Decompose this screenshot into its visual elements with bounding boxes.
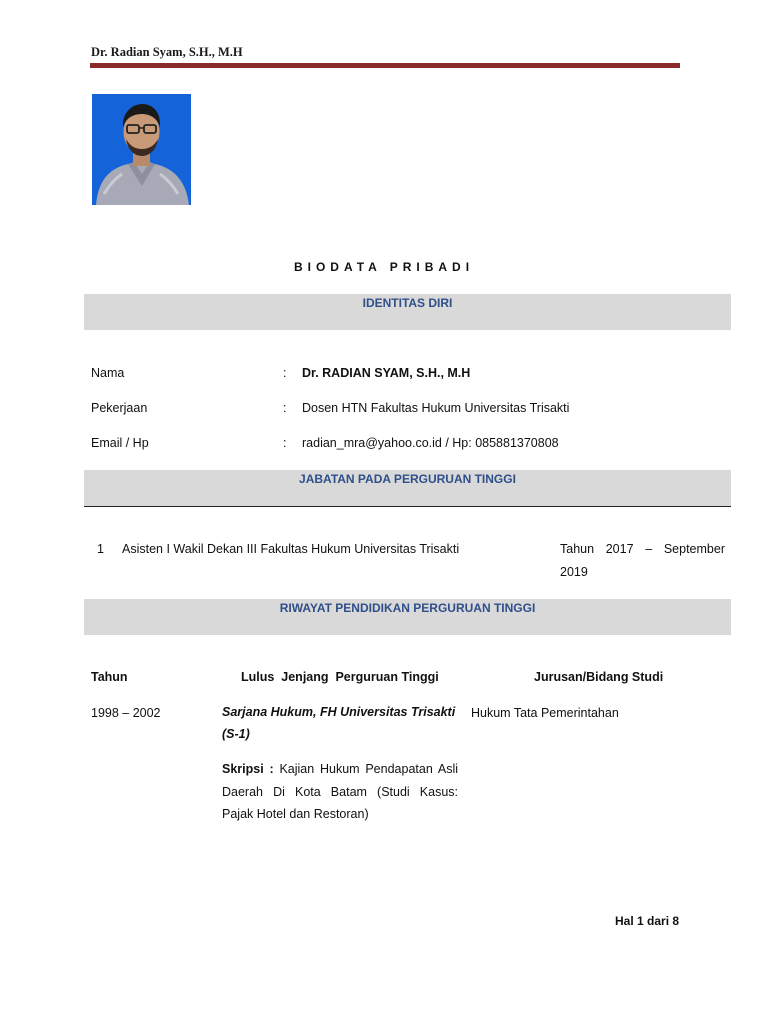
education-header-major: Jurusan/Bidang Studi: [534, 670, 664, 684]
position-number: 1: [97, 542, 104, 556]
thesis-text: Kajian Hukum Pendapatan Asli Daerah Di Kota Batam (Studi Kasus: Pajak Hotel dan Restoran): [222, 762, 459, 821]
identity-colon: :: [283, 401, 287, 415]
document-title: BIODATA PRIBADI: [293, 260, 475, 274]
identity-label-nama: Nama: [91, 366, 125, 380]
education-thesis: [222, 758, 458, 826]
identity-value-pekerjaan: Dosen HTN Fakultas Hukum Universitas Trisakti: [302, 401, 570, 415]
thesis-label: Skripsi :: [222, 762, 274, 776]
education-major: Hukum Tata Pemerintahan: [471, 706, 619, 720]
identity-label-pekerjaan: Pekerjaan: [91, 401, 148, 415]
header-name: Dr. Radian Syam, S.H., M.H: [91, 45, 243, 59]
portrait-photo: [92, 94, 191, 205]
education-year: 1998 – 2002: [91, 706, 161, 720]
identity-value-email: radian_mra@yahoo.co.id / Hp: 085881370808: [302, 436, 559, 450]
position-title: Asisten I Wakil Dekan III Fakultas Hukum Universitas Trisakti: [122, 542, 460, 556]
education-header-year: Tahun: [91, 670, 128, 684]
section-divider: [84, 506, 731, 507]
identity-colon: :: [283, 436, 287, 450]
identity-label-email: Email / Hp: [91, 436, 149, 450]
position-period: Tahun 2017 – September 2019: [560, 542, 725, 579]
header-rule: [90, 63, 680, 68]
page-number: Hal 1 dari 8: [615, 914, 680, 928]
identity-colon: :: [283, 366, 287, 380]
section-identitas-diri: IDENTITAS DIRI: [84, 294, 731, 330]
education-header-degree: Lulus Jenjang Perguruan Tinggi: [241, 670, 439, 684]
identity-value-nama: Dr. RADIAN SYAM, S.H., M.H: [302, 366, 471, 380]
section-jabatan: JABATAN PADA PERGURUAN TINGGI: [84, 470, 731, 506]
section-pendidikan: RIWAYAT PENDIDIKAN PERGURUAN TINGGI: [84, 599, 731, 635]
education-degree: Sarjana Hukum, FH Universitas Trisakti (S-1): [222, 705, 456, 741]
